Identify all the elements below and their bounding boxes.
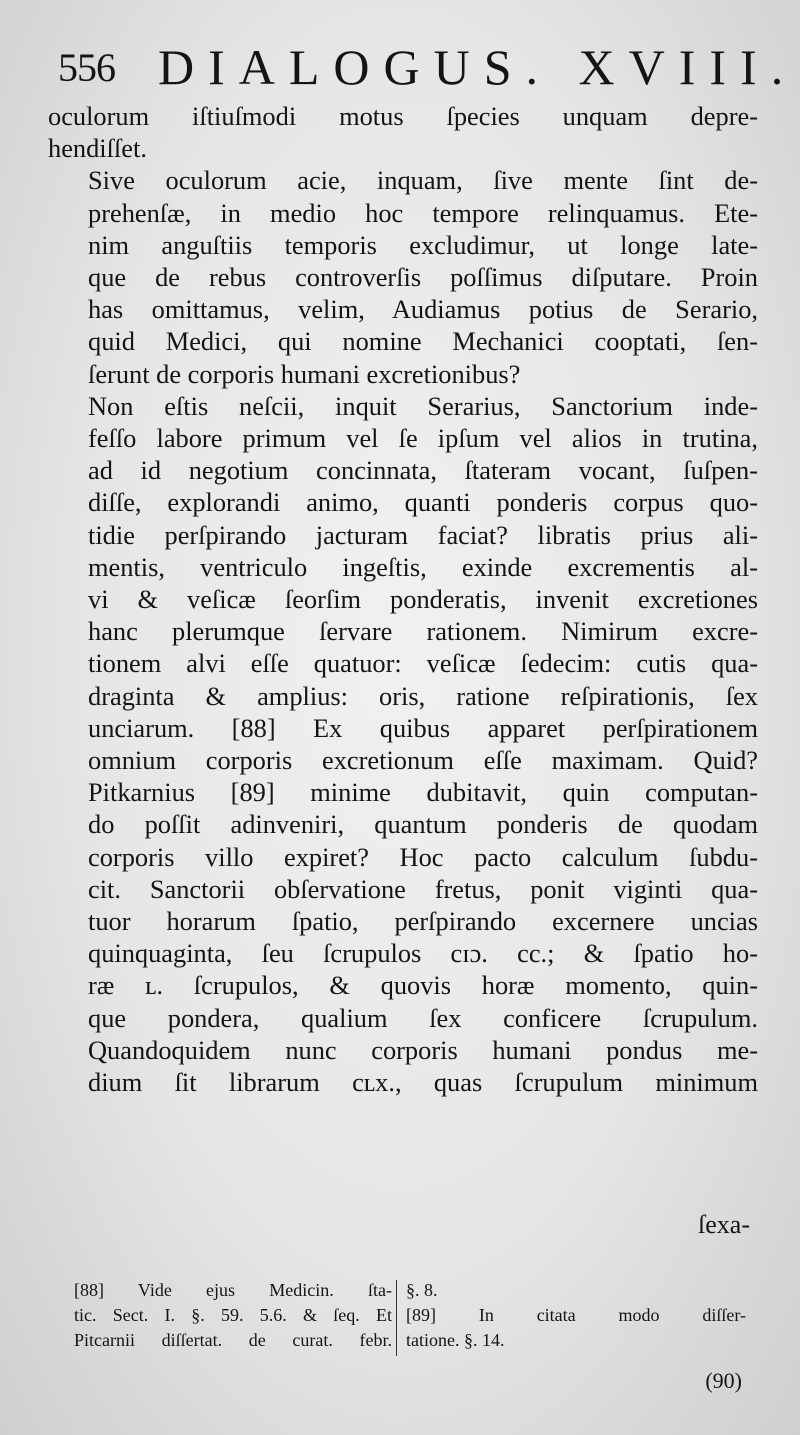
- text-line: tionem alvi eſſe quatuor: veſicæ ſedecim: cutis qua-: [88, 648, 758, 679]
- text-line: quid Medici, qui nomine Mechanici cooptati, ſen-: [88, 326, 758, 357]
- text-line: tuor horarum ſpatio, perſpirando excernere uncias: [88, 906, 758, 937]
- footnote-line: §. 8.: [406, 1280, 438, 1300]
- footnote-column-right: [406, 1278, 746, 1353]
- catchword: ſexa-: [698, 1210, 750, 1239]
- page-header: [58, 38, 798, 98]
- signature-mark: (90): [705, 1368, 742, 1393]
- text-line: corporis villo expiret? Hoc pacto calculum ſubdu-: [88, 841, 758, 872]
- footnote-line: [89] In citata modo diſſer-: [406, 1305, 746, 1325]
- text-line: has omittamus, velim, Audiamus potius de Serario,: [88, 294, 758, 325]
- main-text: [48, 100, 758, 1098]
- page-number: 556: [58, 45, 115, 90]
- running-title: DIALOGUS. XVIII.: [158, 39, 798, 95]
- text-line: mentis, ventriculo ingeſtis, exinde excrementis al-: [88, 551, 758, 582]
- text-line: nim anguſtiis temporis excludimur, ut longe late-: [88, 229, 758, 260]
- text-line: Quandoquidem nunc corporis humani pondus me-: [88, 1034, 758, 1065]
- footnote-line: tic. Sect. I. §. 59. 5.6. & ſeq. Et: [74, 1305, 392, 1325]
- text-line: Sive oculorum acie, inquam, ſive mente ſint de-: [88, 165, 758, 196]
- text-line: quinquaginta, ſeu ſcrupulos cɪɔ. cc.; & ſpatio ho-: [88, 938, 758, 969]
- text-line: do poſſit adinveniri, quantum ponderis de quodam: [88, 809, 758, 840]
- text-line: que pondera, qualium ſex conficere ſcrupulum.: [88, 1002, 758, 1033]
- text-line: Non eſtis neſcii, inquit Serarius, Sanctorium inde-: [88, 390, 758, 421]
- footnote-line: tatione. §. 14.: [406, 1330, 505, 1350]
- paragraph: [48, 100, 758, 164]
- text-line: Pitkarnius [89] minime dubitavit, quin computan-: [88, 777, 758, 808]
- text-line: diſſe, explorandi animo, quanti ponderis corpus quo-: [88, 487, 758, 518]
- text-line: hanc plerumque ſervare rationem. Nimirum excre-: [88, 616, 758, 647]
- text-line: hendiſſet.: [48, 133, 147, 164]
- text-line: oculorum iſtiuſmodi motus ſpecies unquam depre-: [48, 101, 758, 131]
- footnote-line: Pitcarnii diſſertat. de curat. febr.: [74, 1330, 392, 1350]
- text-line: ræ ʟ. ſcrupulos, & quovis horæ momento, quin-: [88, 970, 758, 1001]
- paragraph: [48, 390, 758, 1098]
- text-line: feſſo labore primum vel ſe ipſum vel alios in trutina,: [88, 423, 758, 454]
- text-line: ad id negotium concinnata, ſtateram vocant, ſuſpen-: [88, 455, 758, 486]
- paragraph: [48, 164, 758, 389]
- footnote-divider: [396, 1280, 397, 1356]
- text-line: dium ſit librarum cʟx., quas ſcrupulum minimum: [88, 1067, 758, 1098]
- footnote-column-left: [74, 1278, 392, 1353]
- text-line: omnium corporis excretionum eſſe maximam. Quid?: [88, 745, 758, 776]
- text-line: cit. Sanctorii obſervatione fretus, ponit viginti qua-: [88, 873, 758, 904]
- text-line: tidie perſpirando jacturam faciat? libratis prius ali-: [88, 519, 758, 550]
- text-line: draginta & amplius: oris, ratione reſpirationis, ſex: [88, 680, 758, 711]
- text-line: que de rebus controverſis poſſimus diſputare. Proin: [88, 262, 758, 293]
- text-line: unciarum. [88] Ex quibus apparet perſpirationem: [88, 712, 758, 743]
- text-line: prehenſæ, in medio hoc tempore relinquamus. Ete-: [88, 197, 758, 228]
- footnote-line: [88] Vide ejus Medicin. ſta-: [74, 1280, 392, 1300]
- text-line: vi & veſicæ ſeorſim ponderatis, invenit excretiones: [88, 584, 758, 615]
- text-line: ſerunt de corporis humani excretionibus?: [88, 358, 521, 389]
